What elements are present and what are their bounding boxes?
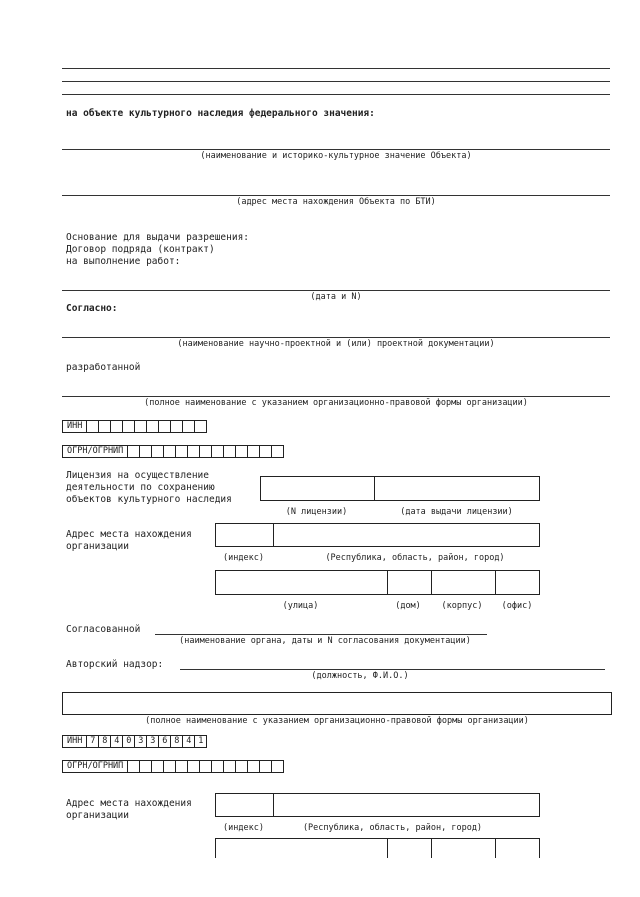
- building-divider: [495, 571, 496, 594]
- inn-digit[interactable]: 8: [99, 736, 111, 747]
- ogrn-cell[interactable]: [152, 446, 164, 457]
- address-label-line-1: Адрес места нахождения: [66, 529, 192, 540]
- ogrn-cell[interactable]: [248, 446, 260, 457]
- license-line-2: деятельности по сохранению: [66, 482, 215, 493]
- date-number-caption: (дата и N): [310, 292, 362, 302]
- ogrn-cell[interactable]: [128, 761, 140, 772]
- ogrn-cell[interactable]: [200, 446, 212, 457]
- address2-divider: [273, 794, 274, 816]
- ogrn-cell[interactable]: [272, 761, 283, 772]
- inn-digit[interactable]: 6: [159, 736, 171, 747]
- basis-line-3: на выполнение работ:: [66, 256, 181, 267]
- street-divider: [387, 571, 388, 594]
- inn-field[interactable]: [62, 420, 207, 433]
- address-street-box[interactable]: [215, 570, 540, 595]
- inn-digit[interactable]: 3: [147, 736, 159, 747]
- approved-label: Согласованной: [66, 624, 141, 635]
- address-divider: [273, 524, 274, 546]
- ogrn-cell[interactable]: [260, 761, 272, 772]
- inn-digit[interactable]: 1: [198, 736, 204, 746]
- license-line-3: объектов культурного наследия: [66, 494, 232, 505]
- ogrn-cell[interactable]: [236, 446, 248, 457]
- address2-label-line-2: организации: [66, 810, 129, 821]
- region-caption: (Республика, область, район, город): [325, 553, 505, 563]
- inn-cell[interactable]: [87, 421, 99, 432]
- basis-line-2: Договор подряда (контракт): [66, 244, 215, 255]
- address-index-region-box[interactable]: [215, 523, 540, 547]
- supervision-line: [180, 669, 605, 670]
- ogrn-cell[interactable]: [248, 761, 260, 772]
- license-number-caption: (N лицензии): [285, 507, 348, 517]
- inn-digit[interactable]: 4: [111, 736, 123, 747]
- object-name-caption: (наименование и историко-культурное значение Объекта): [200, 151, 472, 161]
- address-label-line-2: организации: [66, 541, 129, 552]
- ogrn-field[interactable]: [62, 445, 284, 458]
- ogrn-cell[interactable]: [236, 761, 248, 772]
- inn-cell[interactable]: [135, 421, 147, 432]
- license-divider: [374, 477, 375, 500]
- ogrn-cell[interactable]: [164, 446, 176, 457]
- building-caption: (корпус): [441, 601, 483, 611]
- building2-divider: [495, 839, 496, 858]
- ogrn-cell[interactable]: [188, 446, 200, 457]
- project-doc-line: [62, 337, 610, 338]
- supervision-label: Авторский надзор:: [66, 659, 164, 670]
- inn-cell[interactable]: [99, 421, 111, 432]
- object-name-line: [62, 149, 610, 150]
- ogrn-cell[interactable]: [176, 446, 188, 457]
- basis-line-1: Основание для выдачи разрешения:: [66, 232, 250, 243]
- ogrn-cell[interactable]: [212, 446, 224, 457]
- address2-street-box[interactable]: [215, 838, 540, 858]
- house-divider: [431, 571, 432, 594]
- ogrn-cell[interactable]: [152, 761, 164, 772]
- office-caption: (офис): [501, 601, 533, 611]
- inn-digit[interactable]: 0: [123, 736, 135, 747]
- license-line-1: Лицензия на осуществление: [66, 470, 209, 481]
- ogrn-cell[interactable]: [260, 446, 272, 457]
- region-caption-2: (Республика, область, район, город): [302, 823, 483, 833]
- ogrn-cell[interactable]: [224, 446, 236, 457]
- project-doc-caption: (наименование научно-проектной и (или) проектной документации): [177, 339, 495, 349]
- index-caption: (индекс): [223, 553, 264, 563]
- agreed-label: Согласно:: [66, 303, 118, 314]
- inn-cell[interactable]: [171, 421, 183, 432]
- inn-cell[interactable]: [183, 421, 195, 432]
- org-name-line: [62, 396, 610, 397]
- org-name-caption: (полное наименование с указанием организационно-правовой формы организации): [144, 398, 528, 408]
- index-caption-2: (индекс): [223, 823, 264, 833]
- approval-body-caption: (наименование органа, даты и N согласования документации): [179, 636, 471, 646]
- approved-line: [155, 634, 487, 635]
- address2-index-region-box[interactable]: [215, 793, 540, 817]
- ogrn-label: ОГРН/ОГРНИП: [63, 446, 128, 457]
- inn-cell[interactable]: [111, 421, 123, 432]
- top-rule-1: [62, 68, 610, 69]
- inn-cell[interactable]: [123, 421, 135, 432]
- ogrn-cell[interactable]: [200, 761, 212, 772]
- object-address-caption: (адрес места нахождения Объекта по БТИ): [236, 197, 436, 207]
- top-rule-2: [62, 81, 610, 82]
- inn-label: ИНН: [63, 421, 87, 432]
- inn-digit[interactable]: 7: [87, 736, 99, 747]
- object-address-line: [62, 195, 610, 196]
- house-caption: (дом): [395, 601, 421, 611]
- ogrn-cell[interactable]: [272, 446, 283, 457]
- position-name-caption: (должность, Ф.И.О.): [311, 671, 409, 681]
- inn-field-2[interactable]: [62, 735, 207, 748]
- ogrn-cell[interactable]: [140, 446, 152, 457]
- inn-digit[interactable]: 3: [135, 736, 147, 747]
- section-title: на объекте культурного наследия федерального значения:: [66, 108, 375, 119]
- date-number-line: [62, 290, 610, 291]
- ogrn-label-2: ОГРН/ОГРНИП: [63, 761, 128, 772]
- street-caption: (улица): [282, 601, 319, 611]
- ogrn-cell[interactable]: [224, 761, 236, 772]
- ogrn-cell[interactable]: [128, 446, 140, 457]
- inn-cell[interactable]: [195, 421, 206, 432]
- license-box[interactable]: [260, 476, 540, 501]
- ogrn-cell[interactable]: [164, 761, 176, 772]
- inn-digit[interactable]: 8: [171, 736, 183, 747]
- top-rule-3: [62, 94, 610, 95]
- license-date-caption: (дата выдачи лицензии): [400, 507, 513, 517]
- inn-cell[interactable]: [159, 421, 171, 432]
- house2-divider: [431, 839, 432, 858]
- developed-label: разработанной: [66, 362, 141, 373]
- street2-divider: [387, 839, 388, 858]
- inn-label-2: ИНН: [63, 736, 87, 747]
- ogrn-cell[interactable]: [176, 761, 188, 772]
- ogrn-cell[interactable]: [188, 761, 200, 772]
- inn-digit[interactable]: 4: [183, 736, 195, 747]
- org-name-caption-2: (полное наименование с указанием организационно-правовой формы организации): [145, 716, 529, 726]
- address2-label-line-1: Адрес места нахождения: [66, 798, 192, 809]
- org-name-box[interactable]: [62, 692, 612, 715]
- ogrn-cell[interactable]: [212, 761, 224, 772]
- ogrn-cell[interactable]: [140, 761, 152, 772]
- inn-cell[interactable]: [147, 421, 159, 432]
- ogrn-field-2[interactable]: [62, 760, 284, 773]
